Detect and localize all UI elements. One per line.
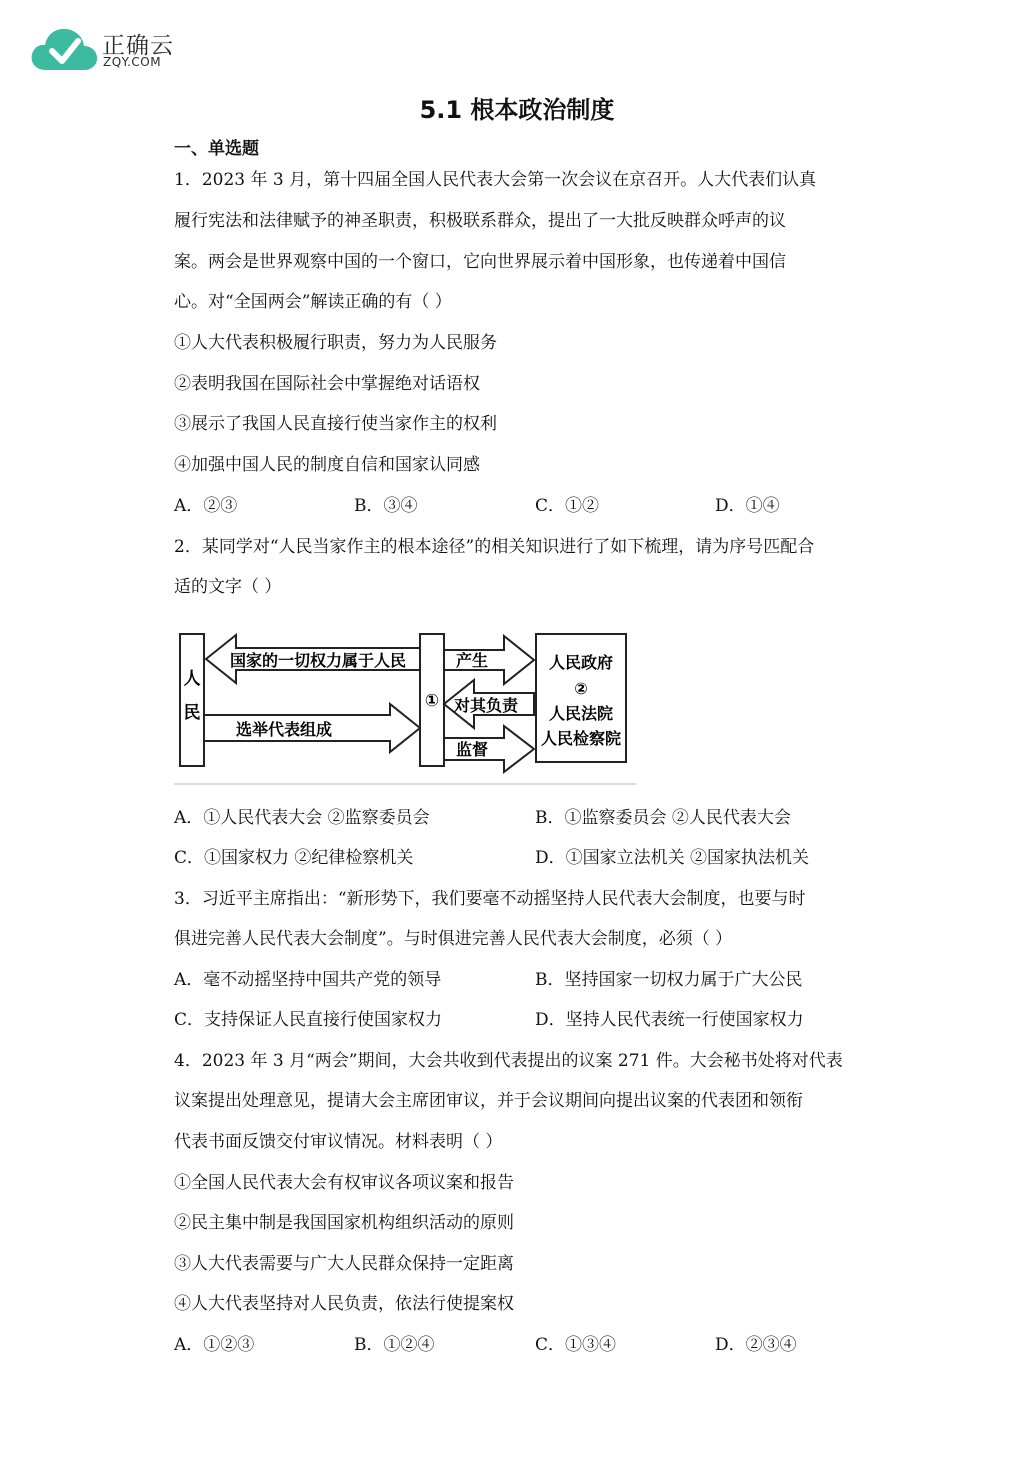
- q3-option-c[interactable]: C．支持保证人民直接行使国家权力: [174, 1010, 443, 1030]
- q1-option-d[interactable]: D．①④: [715, 496, 780, 516]
- q4-option-c[interactable]: C．①③④: [535, 1335, 617, 1355]
- q2-option-d[interactable]: D．①国家立法机关 ②国家执法机关: [535, 848, 810, 868]
- q2-option-a[interactable]: A．①人民代表大会 ②监察委员会: [174, 808, 430, 828]
- q4-statement: ①全国人民代表大会有权审议各项议案和报告: [174, 1173, 514, 1193]
- q3-stem-line: 3．习近平主席指出：“新形势下，我们要毫不动摇坚持人民代表大会制度，也要与时: [174, 889, 806, 909]
- site-logo: [30, 24, 190, 74]
- produce-label: 产生: [456, 651, 489, 670]
- responsible-label: 对其负责: [454, 696, 519, 715]
- q4-option-a[interactable]: A．①②③: [174, 1335, 255, 1355]
- q1-option-a[interactable]: A．②③: [174, 496, 238, 516]
- box-line: 人民政府: [548, 653, 614, 672]
- cloud-check-icon: [30, 24, 100, 74]
- q4-statement: ②民主集中制是我国国家机构组织活动的原则: [174, 1213, 514, 1233]
- people-box: [180, 634, 204, 766]
- center-label: ①: [424, 691, 440, 711]
- q3-option-d[interactable]: D．坚持人民代表统一行使国家权力: [535, 1010, 804, 1030]
- q1-statement: ①人大代表积极履行职责，努力为人民服务: [174, 333, 497, 353]
- q1-option-c[interactable]: C．①②: [535, 496, 600, 516]
- q4-stem-line: 4．2023 年 3 月“两会”期间，大会共收到代表提出的议案 271 件。大会秘书处将对代表: [174, 1051, 843, 1071]
- q1-stem-line: 案。两会是世界观察中国的一个窗口，它向世界展示着中国形象，也传递着中国信: [174, 252, 786, 272]
- people-label-2: 民: [183, 703, 201, 723]
- box-line: 人民法院: [548, 704, 614, 723]
- supervise-label: 监督: [456, 740, 489, 759]
- q2-option-b[interactable]: B．①监察委员会 ②人民代表大会: [535, 808, 791, 828]
- q2-option-c[interactable]: C．①国家权力 ②纪律检察机关: [174, 848, 414, 868]
- q2-stem-line: 2．某同学对“人民当家作主的根本途径”的相关知识进行了如下梳理，请为序号匹配合: [174, 537, 815, 557]
- arrow-bottom-label: 选举代表组成: [236, 720, 333, 739]
- q4-stem-line: 代表书面反馈交付审议情况。材料表明（ ）: [174, 1132, 503, 1152]
- q4-option-b[interactable]: B．①②④: [354, 1335, 435, 1355]
- q2-stem-line: 适的文字（ ）: [174, 577, 282, 597]
- q3-option-b[interactable]: B．坚持国家一切权力属于广大公民: [535, 970, 803, 990]
- q1-statement: ②表明我国在国际社会中掌握绝对话语权: [174, 374, 480, 394]
- q4-statement: ③人大代表需要与广大人民群众保持一定距离: [174, 1254, 514, 1274]
- q1-stem-line: 履行宪法和法律赋予的神圣职责，积极联系群众，提出了一大批反映群众呼声的议: [174, 211, 786, 231]
- q4-statement: ④人大代表坚持对人民负责，依法行使提案权: [174, 1294, 514, 1314]
- logo-name-en: ZQY.COM: [103, 55, 162, 69]
- q1-stem-line: 1．2023 年 3 月，第十四届全国人民代表大会第一次会议在京召开。人大代表们认真: [174, 170, 817, 190]
- section-heading: 一、单选题: [174, 139, 259, 159]
- q1-stem-line: 心。对“全国两会”解读正确的有（ ）: [174, 292, 452, 312]
- logo-name-cn: 正确云: [102, 33, 174, 59]
- q4-stem-line: 议案提出处理意见，提请大会主席团审议，并于会议期间向提出议案的代表团和领衔: [174, 1091, 803, 1111]
- q4-option-d[interactable]: D．②③④: [715, 1335, 797, 1355]
- box-line: 人民检察院: [540, 729, 622, 748]
- page-title: 5.1 根本政治制度: [419, 96, 615, 124]
- people-congress-diagram: [174, 618, 640, 788]
- arrow-top-label: 国家的一切权力属于人民: [230, 651, 407, 670]
- q3-stem-line: 俱进完善人民代表大会制度”。与时俱进完善人民代表大会制度，必须（ ）: [174, 929, 733, 949]
- box-line: ②: [574, 679, 588, 698]
- q1-statement: ④加强中国人民的制度自信和国家认同感: [174, 455, 480, 475]
- q3-option-a[interactable]: A．毫不动摇坚持中国共产党的领导: [174, 970, 442, 990]
- people-label-1: 人: [183, 669, 201, 689]
- q1-option-b[interactable]: B．③④: [354, 496, 418, 516]
- q1-statement: ③展示了我国人民直接行使当家作主的权利: [174, 414, 497, 434]
